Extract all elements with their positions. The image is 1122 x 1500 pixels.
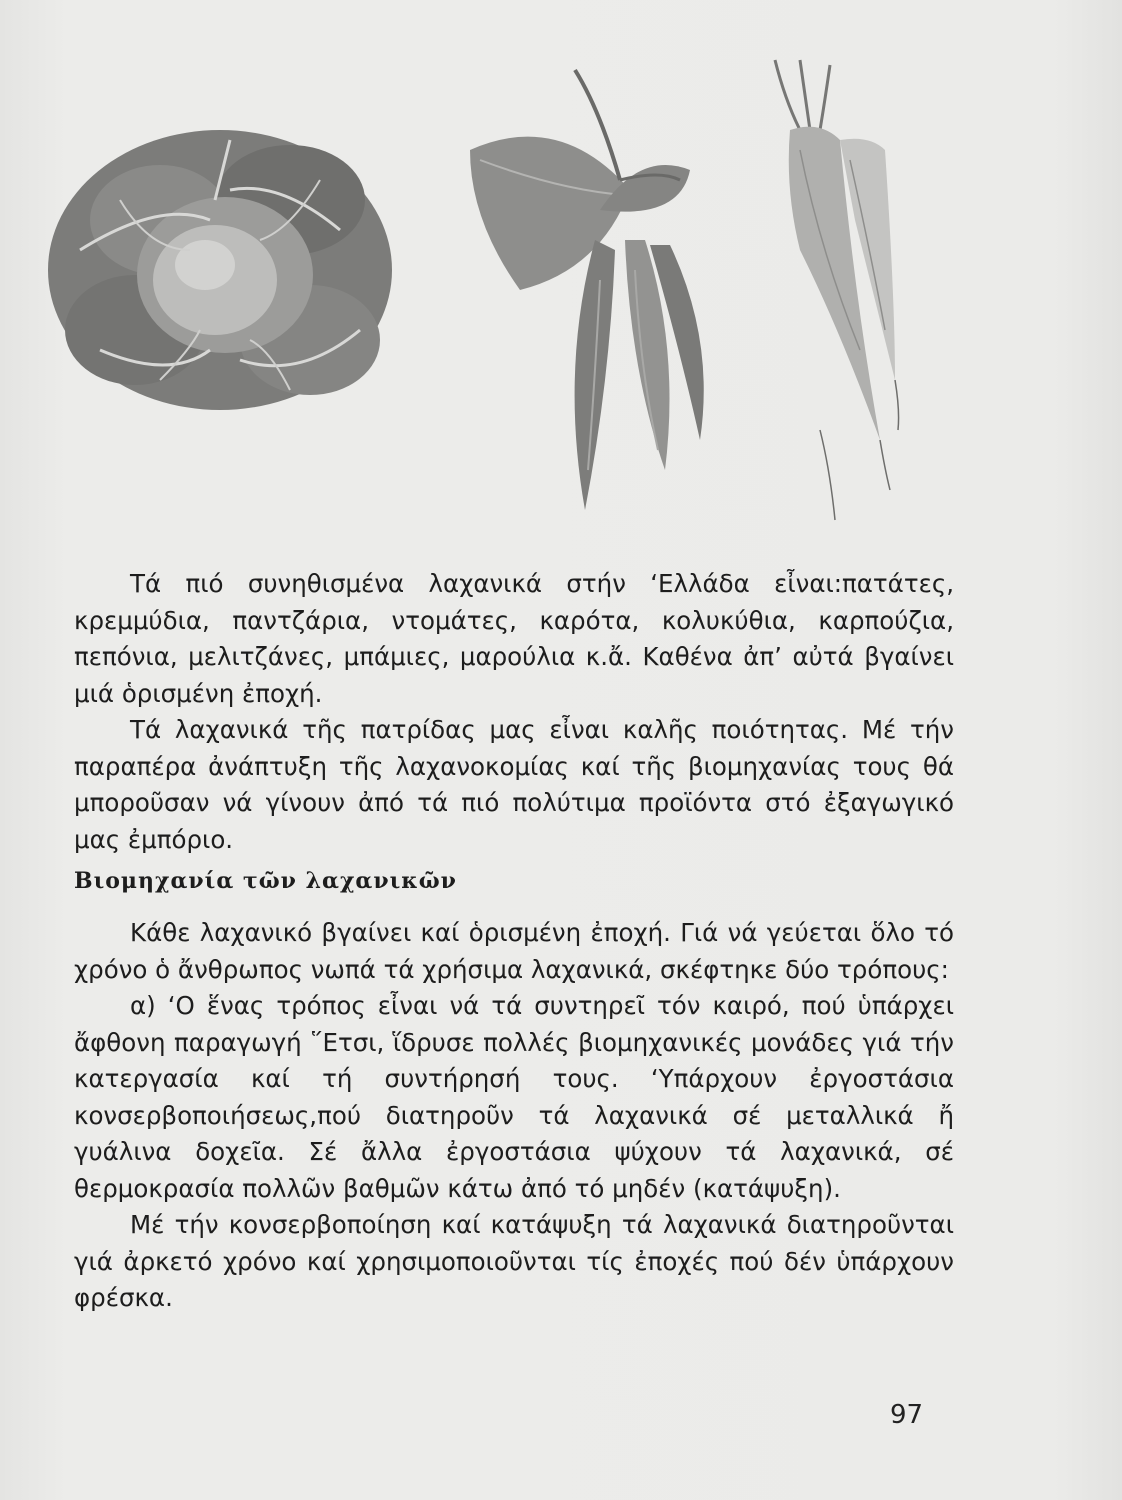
intro-paragraph-1: Τά πιό συνηθισμένα λαχανικά στήν ‘Ελλάδα εἶναι:πατάτες, κρεμμύδια, παντζάρια, ντομάτες, καρότα, κολυκύθια, καρπούζια, πεπόνια, μελιτζάνες, μπάμιες, μαρούλια κ.ἄ. Καθένα ἀπ’ αὐτά βγαίνει μιά ὁρισμένη ἐποχή. bbox=[74, 569, 954, 708]
carrots-icon bbox=[775, 60, 899, 520]
intro-text bbox=[74, 566, 954, 858]
section-heading: Βιομηχανία τῶν λαχανικῶν bbox=[74, 868, 457, 894]
cabbage-icon bbox=[48, 130, 392, 410]
intro-paragraph-2: Τά λαχανικά τῆς πατρίδας μας εἶναι καλῆς ποιότητας. Μέ τήν παραπέρα ἀνάπτυξη τῆς λαχανοκομίας καί τῆς βιομηχανίας τους θά μποροῦσαν νά γίνουν ἀπό τά πιό πολύτιμα προϊόντα στό ἐξαγωγικό μας ἐμπόριο. bbox=[74, 715, 954, 854]
section-paragraph-1: Κάθε λαχανικό βγαίνει καί ὁρισμένη ἐποχή. Γιά νά γεύεται ὅλο τό χρόνο ὁ ἄνθρωπος νωπά τά χρήσιμα λαχανικά, σκέφτηκε δύο τρόπους: bbox=[74, 918, 954, 984]
page-number: 97 bbox=[890, 1400, 924, 1430]
section-text bbox=[74, 915, 954, 1317]
vegetables-illustration bbox=[40, 50, 940, 570]
section-paragraph-3: Μέ τήν κονσερβοποίηση καί κατάψυξη τά λαχανικά διατηροῦνται γιά ἀρκετό χρόνο καί χρησιμοποιοῦνται τίς ἐποχές πού δέν ὑπάρχουν φρέσκα. bbox=[74, 1210, 954, 1312]
section-paragraph-2: α) ‘Ο ἕνας τρόπος εἶναι νά τά συντηρεῖ τόν καιρό, πού ὑπάρχει ἄφθονη παραγωγή ῞Ετσι, ἵδρυσε πολλές βιομηχανικές μονάδες γιά τήν κατεργασία καί τή συντήρησή τους. ‘Υπάρχουν ἐργοστάσια κονσερβοποιήσεως,πού διατηροῦν τά λαχανικά σέ μεταλλικά ἤ γυάλινα δοχεῖα. Σέ ἄλλα ἐργοστάσια ψύχουν τά λαχανικά, σέ θερμοκρασία πολλῶν βαθμῶν κάτω ἀπό τό μηδέν (κατάψυξη). bbox=[74, 991, 954, 1203]
green-beans-icon bbox=[470, 70, 704, 510]
